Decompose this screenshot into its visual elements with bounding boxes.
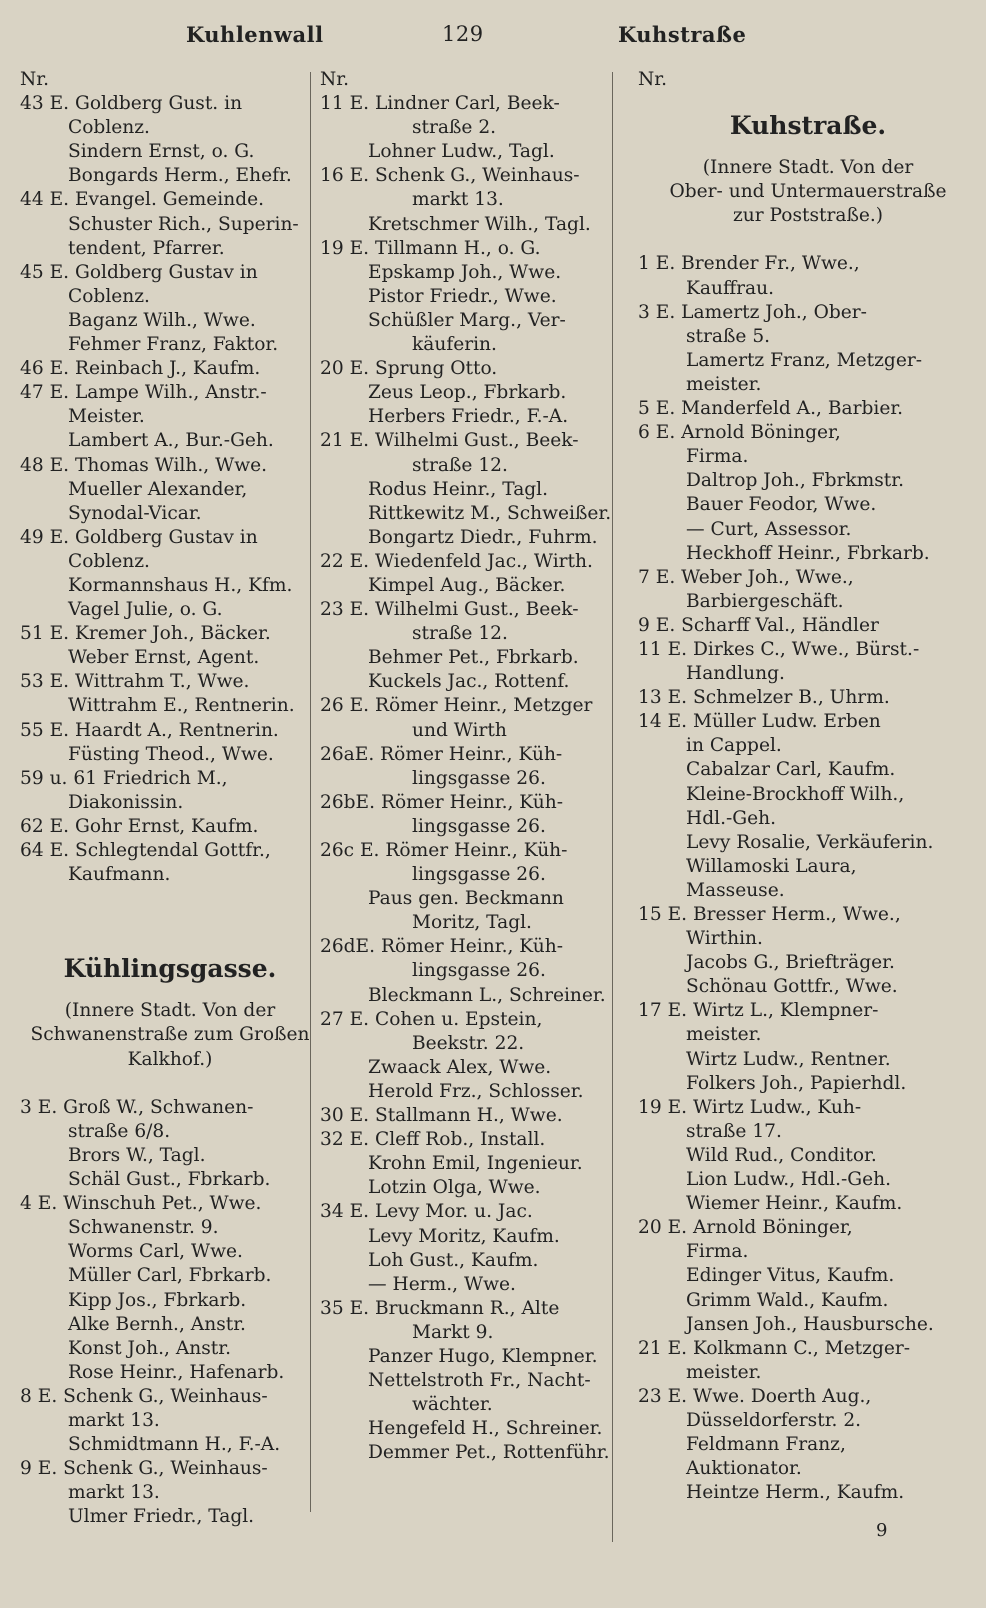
entry-line: 3 E. Lamertz Joh., Ober- (638, 301, 867, 323)
entry-line: Demmer Pet., Rottenführ. (368, 1442, 610, 1464)
directory-column-1 (20, 68, 320, 1529)
entry-line: 19 E. Wirtz Ludw., Kuh- (638, 1096, 862, 1118)
entry-line: Beekstr. 22. (412, 1032, 525, 1054)
entry-line: — Curt, Assessor. (686, 518, 852, 540)
entry-line: Worms Carl, Wwe. (68, 1241, 243, 1263)
entry-line: Schüßler Marg., Ver- (368, 309, 566, 331)
entry-line: 32 E. Cleff Rob., Install. (320, 1129, 546, 1151)
entry-line: Coblenz. (68, 117, 150, 139)
entry-line: 22 E. Wiedenfeld Jac., Wirth. (320, 550, 593, 572)
entry-line: Folkers Joh., Papierhdl. (686, 1072, 907, 1094)
entry-line: 5 E. Manderfeld A., Barbier. (638, 398, 904, 420)
entry-line: — Herm., Wwe. (368, 1273, 516, 1295)
entry-line: Wirthin. (686, 928, 763, 950)
entry-line: Herbers Friedr., F.-A. (368, 406, 569, 428)
entry-line: 26bE. Römer Heinr., Küh- (320, 791, 564, 813)
entry-line: Wirtz Ludw., Rentner. (686, 1048, 891, 1070)
entry-line: Grimm Wald., Kaufm. (686, 1289, 889, 1311)
entry-line: Bongartz Diedr., Fuhrm. (368, 526, 598, 548)
entry-line: Kormannshaus H., Kfm. (68, 574, 293, 596)
entry-line: Zeus Leop., Fbrkarb. (368, 382, 567, 404)
entry-line: Handlung. (686, 663, 785, 685)
entry-line: Fehmer Franz, Faktor. (68, 334, 279, 356)
signature-mark: 9 (876, 1520, 888, 1541)
entry-line: Bleckmann L., Schreiner. (368, 984, 606, 1006)
entry-line: Füsting Theod., Wwe. (68, 743, 274, 765)
directory-column-3 (638, 68, 978, 1505)
entry-line: Auktionator. (686, 1458, 802, 1480)
entry-line: 8 E. Schenk G., Weinhaus- (20, 1385, 268, 1407)
entry-line: Schönau Gottfr., Wwe. (686, 976, 898, 998)
entry-line: Hengefeld H., Schreiner. (368, 1418, 603, 1440)
entry-line: Nettelstroth Fr., Nacht- (368, 1370, 591, 1392)
entry-line: Heckhoff Heinr., Fbrkarb. (686, 542, 930, 564)
entry-line: 9 E. Schenk G., Weinhaus- (20, 1458, 268, 1480)
entry-line: 19 E. Tillmann H., o. G. (320, 237, 541, 259)
entry-line: Brors W., Tagl. (68, 1144, 206, 1166)
entry-line: straße 5. (686, 325, 771, 347)
entry-line: 3 E. Groß W., Schwanen- (20, 1096, 254, 1118)
entry-line: Schuster Rich., Superin- (68, 213, 299, 235)
entry-line: Schmidtmann H., F.-A. (68, 1434, 281, 1456)
entry-line: Lamertz Franz, Metzger- (686, 349, 922, 371)
entry-line: Baganz Wilh., Wwe. (68, 309, 256, 331)
entry-line: straße 12. (412, 454, 508, 476)
entry-line: Kaufmann. (68, 864, 171, 886)
entry-line: meister. (686, 373, 762, 395)
entry-line: Rose Heinr., Hafenarb. (68, 1361, 285, 1383)
entry-line: Kuckels Jac., Rottenf. (368, 671, 570, 693)
street-section-description: (Innere Stadt. Von der (64, 1000, 276, 1022)
entry-line: 47 E. Lampe Wilh., Anstr.- (20, 382, 267, 404)
entry-line: Nr. (20, 69, 50, 90)
entry-line: 27 E. Cohen u. Epstein, (320, 1008, 543, 1030)
entry-line: Pistor Friedr., Wwe. (368, 285, 557, 307)
entry-line: Levy Moritz, Kaufm. (368, 1225, 560, 1247)
entry-line: Epskamp Joh., Wwe. (368, 261, 562, 283)
entry-line: Sindern Ernst, o. G. (68, 141, 255, 163)
entry-line: lingsgasse 26. (412, 767, 546, 789)
entry-line: Kauffrau. (686, 277, 775, 299)
entry-line: markt 13. (68, 1409, 160, 1431)
entry-line: Vagel Julie, o. G. (68, 599, 223, 621)
entry-line: Daltrop Joh., Fbrkmstr. (686, 470, 905, 492)
entry-line: straße 12. (412, 623, 508, 645)
street-section-title: Kühlingsgasse. (63, 954, 277, 984)
entry-line: Wild Rud., Conditor. (686, 1144, 877, 1166)
entry-line: 16 E. Schenk G., Weinhaus- (320, 165, 580, 187)
entry-line: 26dE. Römer Heinr., Küh- (320, 936, 564, 958)
entry-line: 62 E. Gohr Ernst, Kaufm. (20, 815, 259, 837)
entry-line: Moritz, Tagl. (412, 912, 532, 934)
entry-line: 11 E. Lindner Carl, Beek- (320, 93, 560, 115)
entry-line: 55 E. Haardt A., Rentnerin. (20, 719, 279, 741)
entry-line: in Cappel. (686, 735, 782, 757)
entry-line: Willamoski Laura, (686, 855, 857, 877)
entry-line: Hdl.-Geh. (686, 807, 776, 829)
entry-line: Kimpel Aug., Bäcker. (368, 574, 566, 596)
entry-line: Rittkewitz M., Schweißer. (368, 502, 612, 524)
entry-line: Zwaack Alex, Wwe. (368, 1056, 552, 1078)
entry-line: 26aE. Römer Heinr., Küh- (320, 743, 563, 765)
entry-line: 30 E. Stallmann H., Wwe. (320, 1105, 563, 1127)
entry-line: Meister. (68, 406, 145, 428)
entry-line: Kipp Jos., Fbrkarb. (68, 1289, 247, 1311)
running-header-right: Kuhstraße (618, 22, 747, 47)
entry-line: Wittrahm E., Rentnerin. (68, 695, 295, 717)
entry-line: Nr. (638, 69, 668, 90)
entry-line: 15 E. Bresser Herm., Wwe., (638, 904, 901, 925)
entry-line: lingsgasse 26. (412, 960, 546, 982)
entry-line: lingsgasse 26. (412, 864, 546, 886)
entry-line: lingsgasse 26. (412, 815, 546, 837)
entry-line: tendent, Pfarrer. (68, 237, 225, 259)
entry-line: Konst Joh., Anstr. (68, 1337, 232, 1359)
entry-line: Müller Carl, Fbrkarb. (68, 1265, 272, 1287)
entry-line: Jansen Joh., Hausbursche. (686, 1313, 934, 1335)
entry-line: Lambert A., Bur.-Geh. (68, 430, 274, 452)
entry-line: meister. (686, 1024, 762, 1046)
entry-line: 51 E. Kremer Joh., Bäcker. (20, 623, 271, 645)
entry-line: 26 E. Römer Heinr., Metzger (320, 695, 593, 717)
entry-line: 44 E. Evangel. Gemeinde. (20, 189, 265, 211)
entry-line: Bongards Herm., Ehefr. (68, 165, 292, 187)
entry-line: Lotzin Olga, Wwe. (368, 1177, 541, 1199)
entry-line: 48 E. Thomas Wilh., Wwe. (20, 454, 268, 476)
entry-line: Weber Ernst, Agent. (68, 647, 260, 669)
entry-line: Coblenz. (68, 285, 150, 307)
directory-column-2 (320, 68, 622, 1465)
street-section-description: zur Poststraße.) (732, 205, 884, 227)
entry-line: Paus gen. Beckmann (368, 888, 564, 910)
entry-line: Behmer Pet., Fbrkarb. (368, 647, 579, 669)
entry-line: Bauer Feodor, Wwe. (686, 494, 877, 516)
entry-line: straße 2. (412, 117, 497, 139)
entry-line: Synodal-Vicar. (68, 502, 202, 524)
entry-line: 23 E. Wwe. Doerth Aug., (638, 1385, 872, 1407)
page-number: 129 (442, 22, 484, 46)
entry-line: 9 E. Scharff Val., Händler (638, 614, 879, 636)
entry-line: 45 E. Goldberg Gustav in (20, 261, 258, 283)
entry-line: Levy Rosalie, Verkäuferin. (686, 831, 934, 853)
entry-line: Wiemer Heinr., Kaufm. (686, 1193, 903, 1215)
entry-line: 13 E. Schmelzer B., Uhrm. (638, 687, 890, 709)
entry-line: Herold Frz., Schlosser. (368, 1080, 584, 1102)
entry-line: 49 E. Goldberg Gustav in (20, 526, 258, 548)
entry-line: Nr. (320, 69, 350, 90)
entry-line: 7 E. Weber Joh., Wwe., (638, 566, 854, 588)
entry-line: Coblenz. (68, 550, 150, 572)
entry-line: 11 E. Dirkes C., Wwe., Bürst.- (638, 638, 920, 660)
entry-line: Lohner Ludw., Tagl. (368, 141, 555, 163)
entry-line: 26c E. Römer Heinr., Küh- (320, 840, 568, 861)
entry-line: Loh Gust., Kaufm. (368, 1249, 539, 1271)
entry-line: Firma. (686, 446, 749, 468)
entry-line: Cabalzar Carl, Kaufm. (686, 759, 896, 781)
entry-line: 43 E. Goldberg Gust. in (20, 93, 243, 115)
entry-line: 21 E. Kolkmann C., Metzger- (638, 1337, 911, 1359)
entry-line: wächter. (412, 1394, 493, 1416)
entry-line: Kleine-Brockhoff Wilh., (686, 783, 905, 805)
entry-line: 14 E. Müller Ludw. Erben (638, 711, 881, 733)
entry-line: Krohn Emil, Ingenieur. (368, 1153, 583, 1175)
entry-line: Alke Bernh., Anstr. (68, 1313, 246, 1335)
entry-line: Schwanenstr. 9. (68, 1217, 219, 1239)
entry-line: straße 17. (686, 1120, 782, 1142)
entry-line: meister. (686, 1361, 762, 1383)
entry-line: 17 E. Wirtz L., Klempner- (638, 1000, 879, 1022)
entry-line: käuferin. (412, 334, 497, 356)
entry-line: Rodus Heinr., Tagl. (368, 478, 549, 500)
entry-line: 21 E. Wilhelmi Gust., Beek- (320, 430, 579, 452)
entry-line: Diakonissin. (68, 791, 184, 813)
entry-line: 35 E. Bruckmann R., Alte (320, 1297, 560, 1319)
entry-line: straße 6/8. (68, 1120, 171, 1142)
entry-line: markt 13. (412, 189, 504, 211)
entry-line: Jacobs G., Briefträger. (686, 952, 895, 974)
entry-line: 46 E. Reinbach J., Kaufm. (20, 358, 261, 380)
entry-line: 4 E. Winschuh Pet., Wwe. (20, 1193, 262, 1215)
entry-line: Lion Ludw., Hdl.-Geh. (686, 1169, 892, 1191)
street-section-description: Schwanenstraße zum Großen (30, 1024, 310, 1046)
entry-line: 23 E. Wilhelmi Gust., Beek- (320, 599, 579, 621)
entry-line: Kretschmer Wilh., Tagl. (368, 213, 591, 235)
entry-line: und Wirth (412, 719, 507, 741)
entry-line: 1 E. Brender Fr., Wwe., (638, 253, 860, 275)
entry-line: 20 E. Sprung Otto. (320, 358, 498, 380)
entry-line: Düsseldorferstr. 2. (686, 1409, 862, 1431)
entry-line: Masseuse. (686, 879, 785, 901)
street-section-description: Kalkhof.) (127, 1048, 213, 1070)
street-section-description: Ober- und Untermauerstraße (669, 181, 947, 203)
entry-line: Panzer Hugo, Klempner. (368, 1345, 598, 1367)
entry-line: Schäl Gust., Fbrkarb. (68, 1169, 271, 1191)
entry-line: Heintze Herm., Kaufm. (686, 1482, 905, 1504)
street-section-description: (Innere Stadt. Von der (702, 157, 914, 179)
running-header-left: Kuhlenwall (186, 22, 324, 47)
entry-line: Ulmer Friedr., Tagl. (68, 1506, 255, 1528)
street-section-title: Kuhstraße. (729, 111, 887, 141)
entry-line: 59 u. 61 Friedrich M., (20, 767, 228, 789)
entry-line: 34 E. Levy Mor. u. Jac. (320, 1201, 533, 1223)
entry-line: Feldmann Franz, (686, 1434, 846, 1456)
entry-line: markt 13. (68, 1482, 160, 1504)
entry-line: Mueller Alexander, (68, 478, 248, 500)
entry-line: Markt 9. (412, 1321, 494, 1343)
entry-line: Edinger Vitus, Kaufm. (686, 1265, 895, 1287)
entry-line: 53 E. Wittrahm T., Wwe. (20, 671, 250, 693)
entry-line: Firma. (686, 1241, 749, 1263)
entry-line: 20 E. Arnold Böninger, (638, 1217, 853, 1239)
entry-line: Barbiergeschäft. (686, 590, 844, 612)
entry-line: 64 E. Schlegtendal Gottfr., (20, 840, 271, 861)
entry-line: 6 E. Arnold Böninger, (638, 422, 841, 444)
